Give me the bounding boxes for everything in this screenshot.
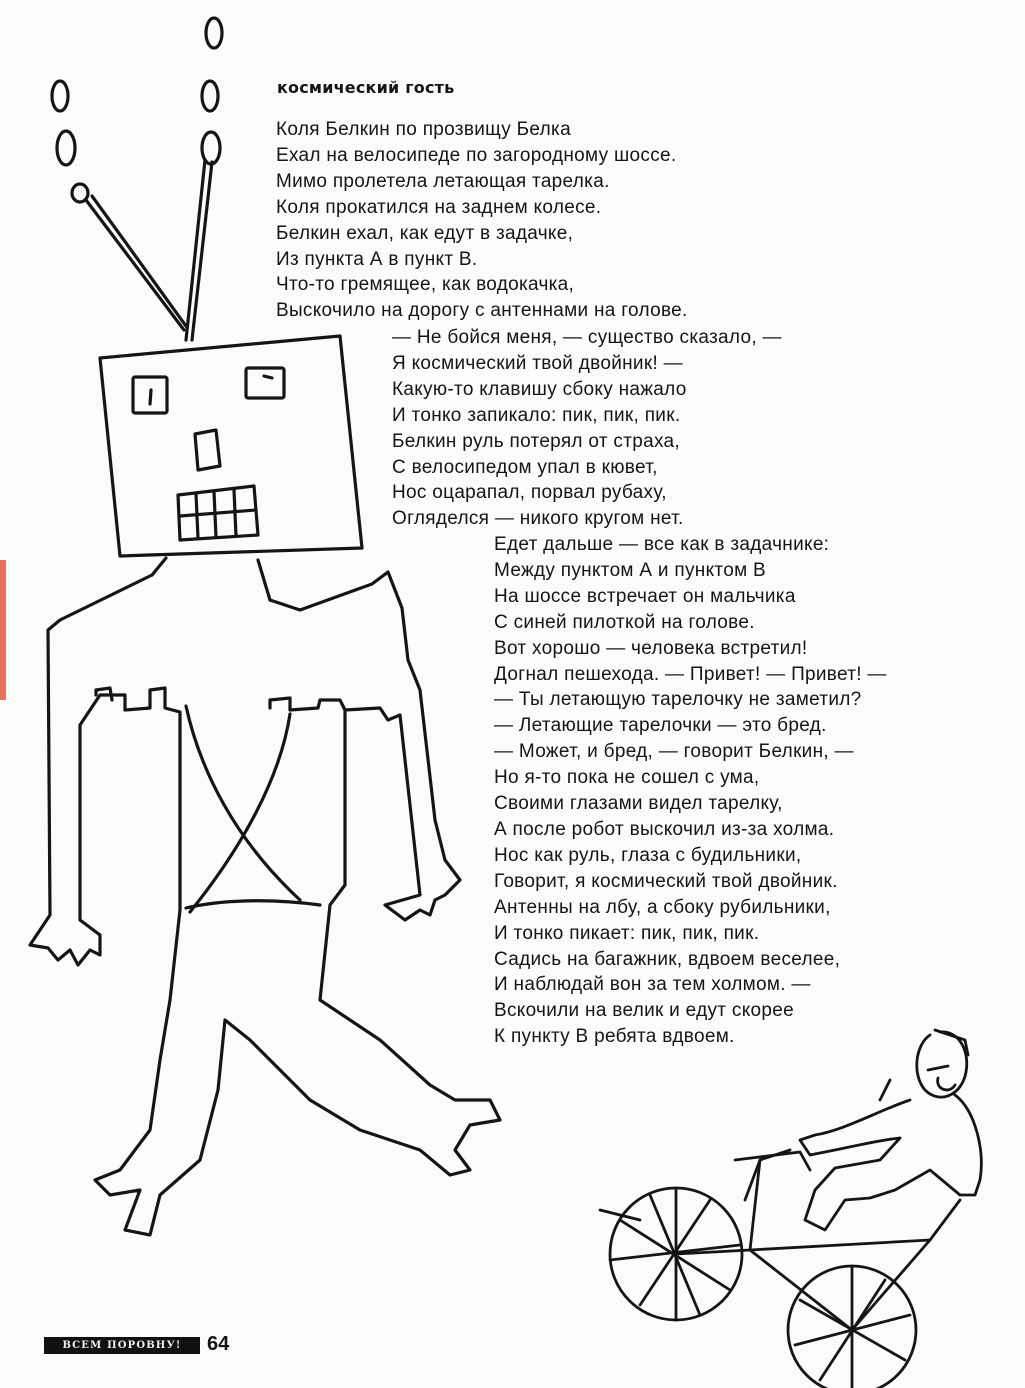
poem-line: Но я-то пока не сошел с ума,: [494, 767, 760, 789]
footer-label: ВСЕМ ПОРОВНУ!: [44, 1337, 200, 1354]
poem-line: На шоссе встречает он мальчика: [494, 585, 796, 607]
bicycle-rear-wheel: [610, 1188, 742, 1320]
poem-line: Нос оцарапал, порвал рубаху,: [392, 482, 667, 504]
poem-line: Догнал пешехода. — Привет! — Привет! —: [494, 663, 887, 685]
antenna-ring: [57, 131, 75, 165]
poem-line: Говорит, я космический твой двойник.: [494, 870, 838, 892]
poem-line: Коля прокатился на заднем колесе.: [276, 196, 602, 218]
poem-line: — Может, и бред, — говорит Белкин, —: [494, 741, 854, 763]
antenna-ring: [52, 81, 68, 111]
poem-line: Белкин руль потерял от страха,: [392, 430, 680, 452]
poem-line: Вскочили на велик и едут скорее: [494, 1000, 794, 1022]
robot-body: [30, 572, 500, 1235]
poem-line: С синей пилоткой на голове.: [494, 611, 755, 633]
poem-title: космический гость: [277, 78, 455, 97]
poem-line: Огляделся — никого кругом нет.: [392, 508, 684, 530]
poem-line: Что-то гремящее, как водокачка,: [276, 274, 575, 296]
poem-line: Своими глазами видел тарелку,: [494, 793, 783, 815]
poem-line: А после робот выскочил из-за холма.: [494, 818, 835, 840]
poem-line: Коля Белкин по прозвищу Белка: [276, 119, 571, 140]
poem-line: — Летающие тарелочки — это бред.: [494, 715, 827, 737]
antenna-ring: [206, 18, 222, 48]
poem-line: Из пункта А в пункт В.: [276, 248, 478, 270]
poem-line: Антенны на лбу, а сбоку рубильники,: [494, 896, 831, 918]
robot-head: [100, 336, 362, 556]
poem-stanza-3: [494, 532, 887, 1050]
page-number: 64: [207, 1333, 230, 1355]
poem-line: К пункту В ребята вдвоем.: [494, 1026, 735, 1048]
cyclist-head: [917, 1032, 967, 1097]
poem-line: С велосипедом упал в кювет,: [392, 456, 658, 478]
poem-line: Какую-то клавишу сбоку нажало: [392, 378, 687, 400]
poem-line: Вот хорошо — человека встретил!: [494, 637, 808, 659]
poem-line: — Не бойся меня, — существо сказало, —: [392, 327, 782, 348]
poem-line: И тонко запикало: пик, пик, пик.: [392, 404, 681, 426]
poem-line: Садись на багажник, вдвоем веселее,: [494, 948, 841, 970]
poem-line: Ехал на велосипеде по загородному шоссе.: [276, 144, 677, 166]
poem-stanza-1: [276, 117, 688, 324]
poem-line: Между пунктом А и пунктом В: [494, 559, 766, 581]
poem-line: Мимо пролетела летающая тарелка.: [276, 170, 610, 192]
poem-line: Едет дальше — все как в задачнике:: [494, 534, 830, 555]
bicycle-front-wheel: [788, 1266, 916, 1388]
poem-line: Я космический твой двойник! —: [392, 352, 683, 374]
poem-line: Выскочило на дорогу с антеннами на голове.: [276, 300, 688, 322]
poem-line: Белкин ехал, как едут в задачке,: [276, 222, 574, 244]
poem-line: И тонко пикает: пик, пик, пик.: [494, 922, 760, 944]
poem-line: — Ты летающую тарелочку не заметил?: [494, 689, 862, 711]
antenna-ring: [202, 81, 218, 111]
poem-line: Нос как руль, глаза с будильники,: [494, 844, 802, 866]
poem-line: И наблюдай вон за тем холмом. —: [494, 974, 811, 996]
poem-stanza-2: [392, 325, 782, 532]
